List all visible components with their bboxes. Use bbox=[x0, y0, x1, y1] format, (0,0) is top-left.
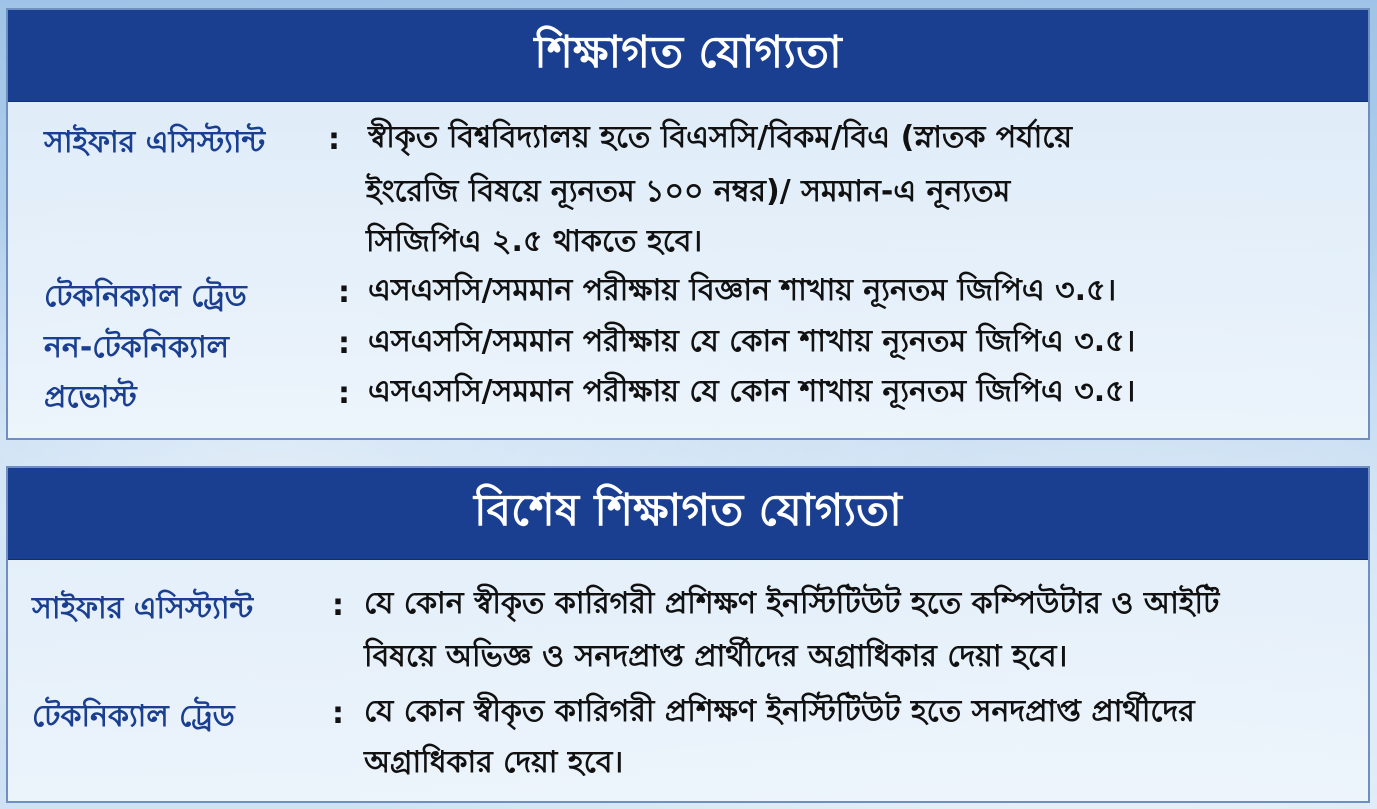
special-qualification-panel bbox=[6, 466, 1370, 803]
panel-title: বিশেষ শিক্ষাগত যোগ্যতা bbox=[8, 468, 1368, 560]
row-label: প্রভোস্ট bbox=[44, 380, 137, 415]
row-value-line: এসএসসি/সমমান পরীক্ষায় যে কোন শাখায় ন্যূনতম জিপিএ ৩.৫। bbox=[368, 324, 1136, 359]
row-label: টেকনিক্যাল ট্রেড bbox=[32, 699, 235, 734]
row-value-line: এসএসসি/সমমান পরীক্ষায় বিজ্ঞান শাখায় ন্যূনতম জিপিএ ৩.৫। bbox=[368, 273, 1117, 308]
row-value-line: যে কোন স্বীকৃত কারিগরী প্রশিক্ষণ ইনস্টিটিউট হতে কম্পিউটার ও আইটি bbox=[364, 586, 1220, 621]
row-value-line: যে কোন স্বীকৃত কারিগরী প্রশিক্ষণ ইনস্টিটিউট হতে সনদপ্রাপ্ত প্রার্থীদের bbox=[364, 694, 1195, 729]
row-label: নন-টেকনিক্যাল bbox=[44, 330, 229, 365]
row-colon: : bbox=[338, 326, 350, 361]
row-label: সাইফার এসিস্ট্যান্ট bbox=[44, 125, 266, 160]
panel-title: শিক্ষাগত যোগ্যতা bbox=[8, 10, 1368, 102]
row-colon: : bbox=[328, 122, 340, 157]
row-value-line: বিষয়ে অভিজ্ঞ ও সনদপ্রাপ্ত প্রার্থীদের অগ্রাধিকার দেয়া হবে। bbox=[364, 639, 1068, 674]
row-colon: : bbox=[338, 275, 350, 310]
row-value-line: সিজিপিএ ২.৫ থাকতে হবে। bbox=[366, 224, 703, 259]
row-value-line: স্বীকৃত বিশ্ববিদ্যালয় হতে বিএসসি/বিকম/বিএ (স্নাতক পর্যায়ে bbox=[368, 120, 1072, 155]
row-value-line: অগ্রাধিকার দেয়া হবে। bbox=[364, 745, 624, 780]
row-label: টেকনিক্যাল ট্রেড bbox=[44, 279, 247, 314]
educational-qualification-panel bbox=[6, 8, 1370, 440]
row-label: সাইফার এসিস্ট্যান্ট bbox=[32, 591, 254, 626]
row-value-line: ইংরেজি বিষয়ে ন্যূনতম ১০০ নম্বর)/ সমমান-এ নূন্যতম bbox=[366, 174, 1011, 209]
row-colon: : bbox=[332, 696, 344, 731]
row-colon: : bbox=[332, 588, 344, 623]
row-value-line: এসএসসি/সমমান পরীক্ষায় যে কোন শাখায় ন্যূনতম জিপিএ ৩.৫। bbox=[368, 374, 1136, 409]
row-colon: : bbox=[338, 376, 350, 411]
